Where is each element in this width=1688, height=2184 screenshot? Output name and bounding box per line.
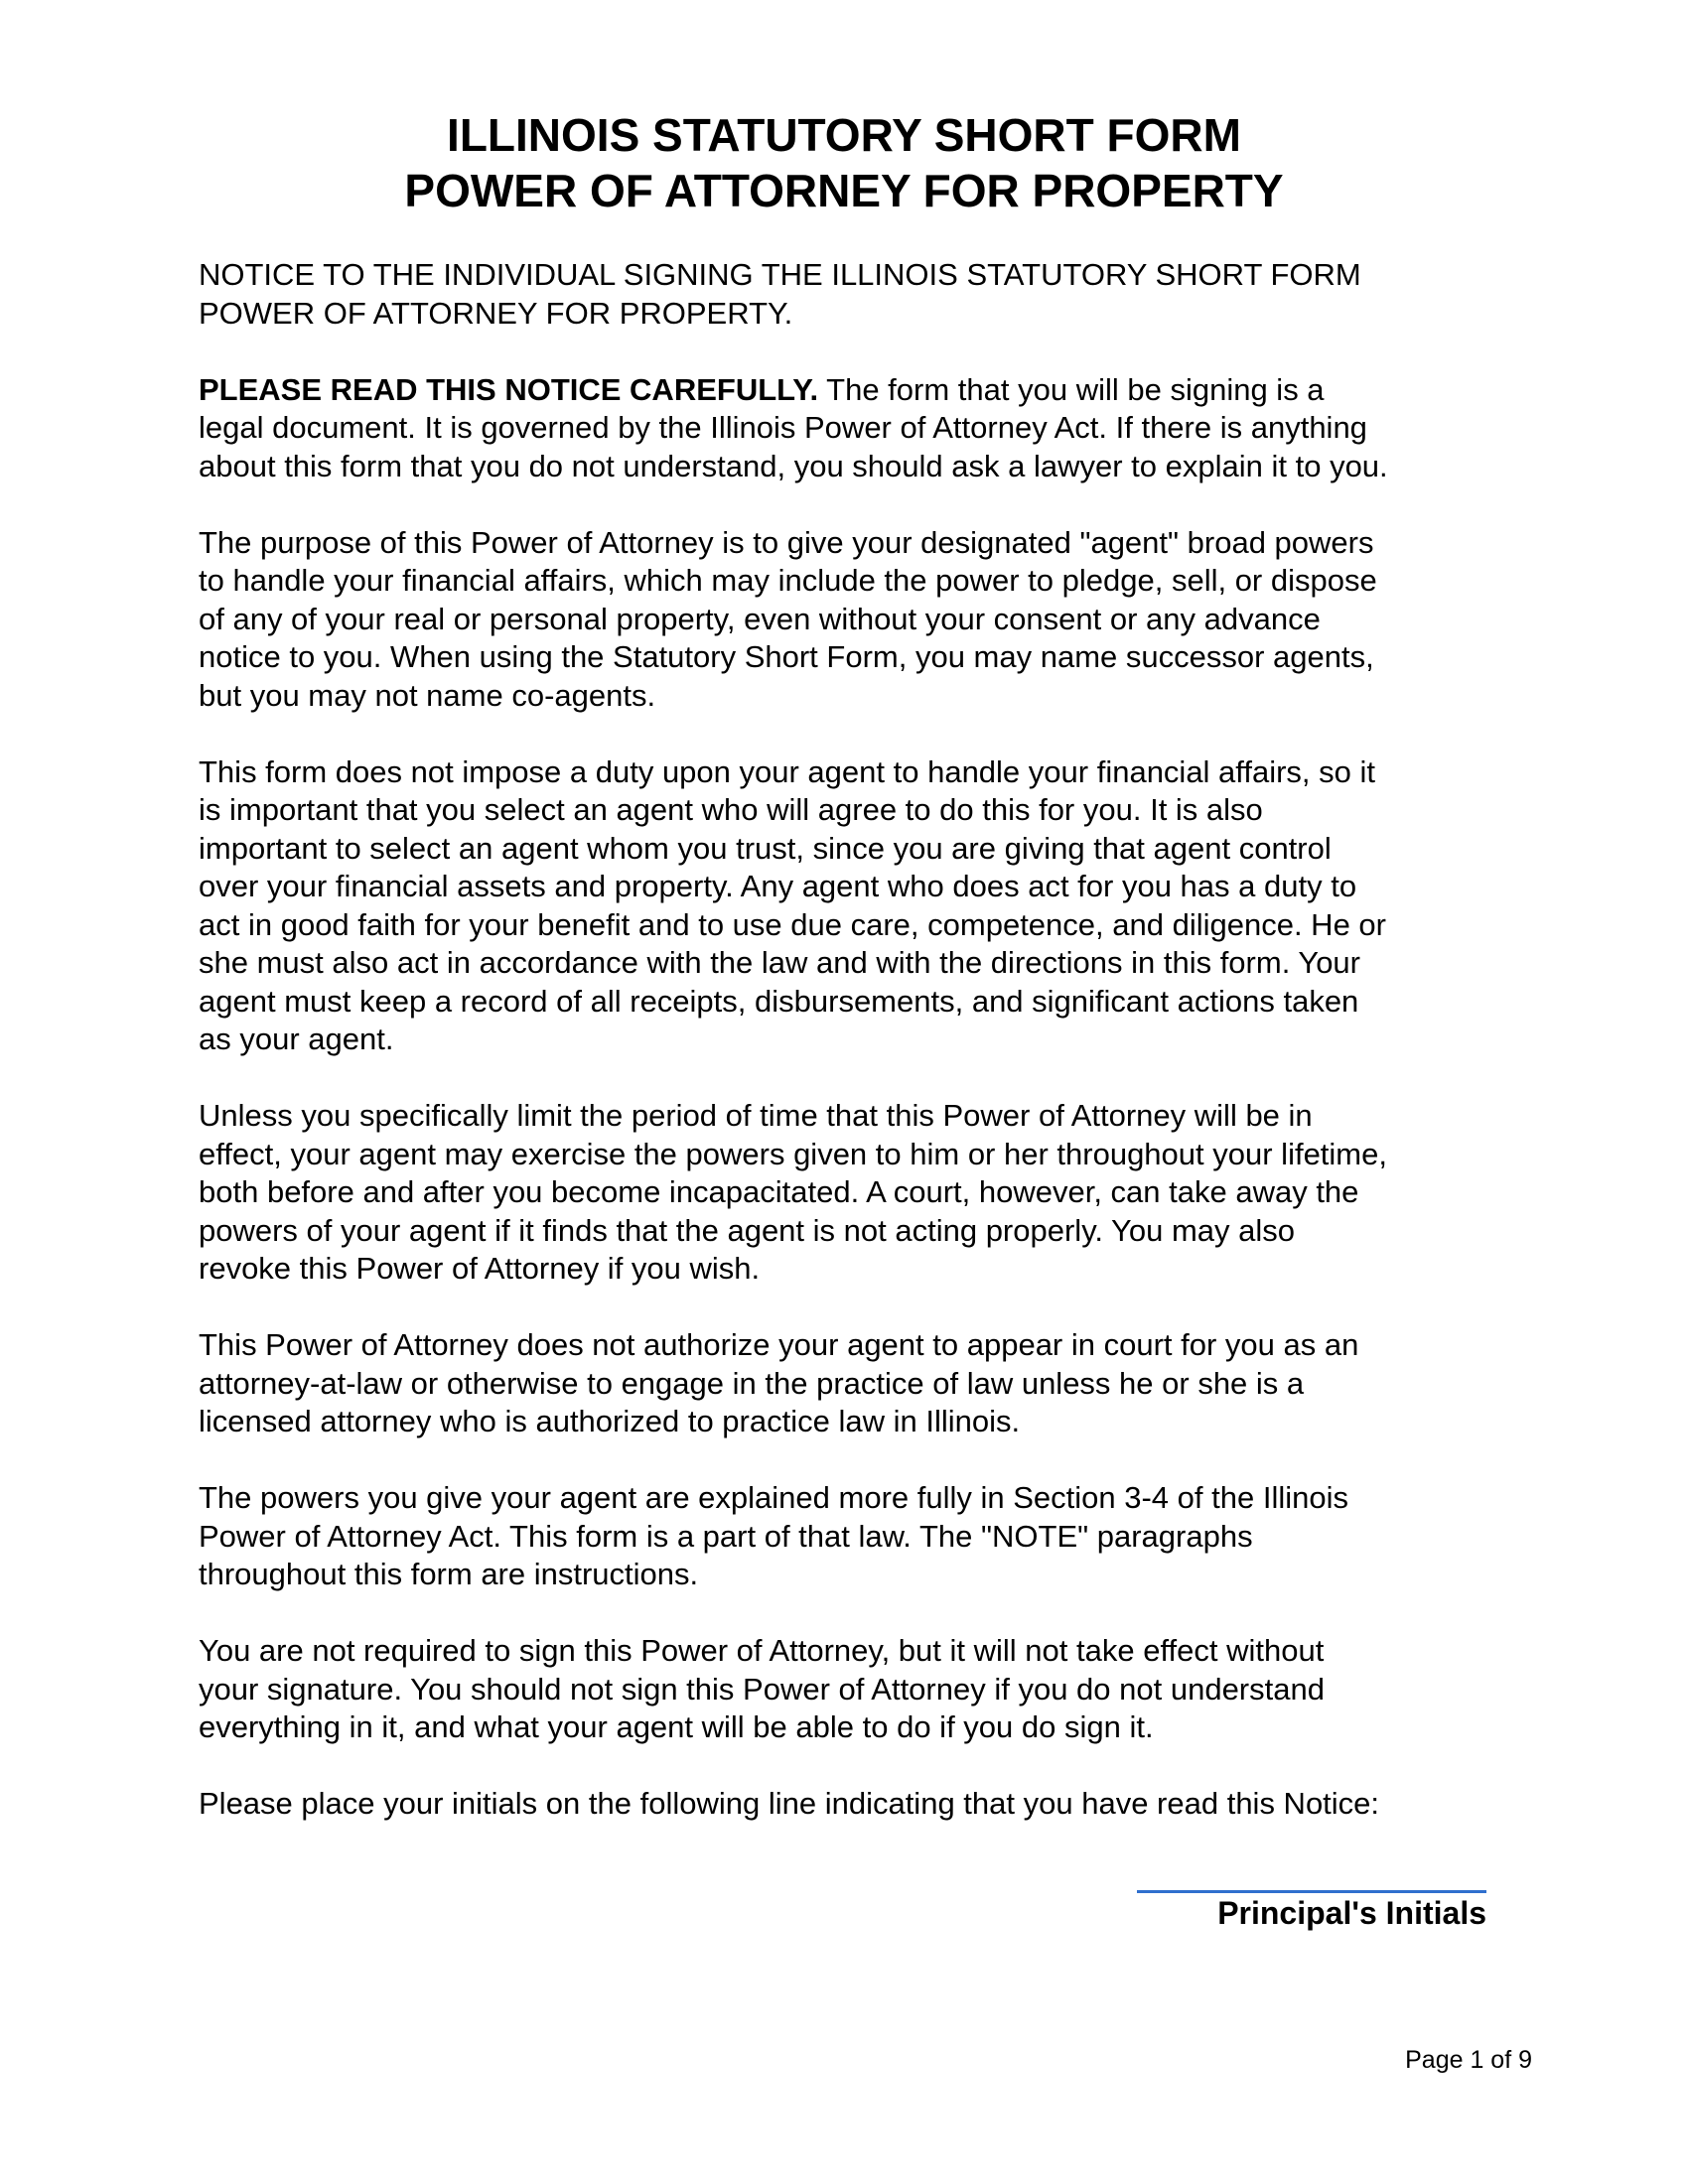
notice-body <box>199 256 1489 1861</box>
paragraph-line: agent must keep a record of all receipts, disbursements, and significant actions taken <box>199 983 1359 1019</box>
document-title <box>0 107 1688 218</box>
paragraph-line: she must also act in accordance with the law and with the directions in this form. Your <box>199 945 1360 980</box>
paragraph-line: your signature. You should not sign this Power of Attorney if you do not understand <box>199 1671 1325 1706</box>
signing-paragraph <box>199 1632 1489 1747</box>
paragraph-line: of any of your real or personal property, even without your consent or any advance <box>199 601 1321 636</box>
paragraph-line: Unless you specifically limit the period of time that this Power of Attorney will be in <box>199 1098 1313 1133</box>
paragraph-line: Power of Attorney Act. This form is a part of that law. The "NOTE" paragraphs <box>199 1518 1253 1554</box>
paragraph-line: effect, your agent may exercise the powers given to him or her throughout your lifetime, <box>199 1136 1387 1171</box>
page-number: Page 1 of 9 <box>1405 2046 1532 2074</box>
read-carefully-paragraph <box>199 371 1489 486</box>
title-line-2: POWER OF ATTORNEY FOR PROPERTY <box>404 165 1284 216</box>
paragraph-line: This Power of Attorney does not authorize your agent to appear in court for you as an <box>199 1327 1359 1362</box>
paragraph-line: as your agent. <box>199 1022 394 1056</box>
paragraph-line <box>199 371 1489 410</box>
paragraph-line: licensed attorney who is authorized to practice law in Illinois. <box>199 1404 1021 1438</box>
paragraph-line: over your financial assets and property. Any agent who does act for you has a duty to <box>199 869 1357 903</box>
powers-paragraph <box>199 1479 1489 1594</box>
paragraph-line: The purpose of this Power of Attorney is to give your designated "agent" broad powers <box>199 524 1374 560</box>
paragraph-line: both before and after you become incapacitated. A court, however, can take away the <box>199 1174 1359 1209</box>
initials-instruction <box>199 1785 1489 1824</box>
paragraph-line: The powers you give your agent are explained more fully in Section 3-4 of the Illinois <box>199 1480 1348 1515</box>
paragraph-line: throughout this form are instructions. <box>199 1557 699 1591</box>
paragraph-line: Please place your initials on the following line indicating that you have read this Notice: <box>199 1786 1380 1821</box>
paragraph-line: revoke this Power of Attorney if you wish. <box>199 1251 761 1286</box>
paragraph-line: important to select an agent whom you trust, since you are giving that agent control <box>199 830 1332 866</box>
notice-heading-line: NOTICE TO THE INDIVIDUAL SIGNING THE ILLINOIS STATUTORY SHORT FORM <box>199 257 1361 292</box>
agent-duty-paragraph <box>199 753 1489 1059</box>
paragraph-line: You are not required to sign this Power of Attorney, but it will not take effect without <box>199 1633 1325 1668</box>
paragraph-line: legal document. It is governed by the Illinois Power of Attorney Act. If there is anything <box>199 410 1367 445</box>
paragraph-line: is important that you select an agent who will agree to do this for you. It is also <box>199 792 1263 827</box>
paragraph-line: everything in it, and what your agent will be able to do if you do sign it. <box>199 1709 1154 1744</box>
title-line-1: ILLINOIS STATUTORY SHORT FORM <box>447 109 1241 161</box>
notice-heading <box>199 256 1489 333</box>
paragraph-line: about this form that you do not understand, you should ask a lawyer to explain it to you. <box>199 448 1388 483</box>
paragraph-line: act in good faith for your benefit and to use due care, competence, and diligence. He or <box>199 906 1386 942</box>
paragraph-line: to handle your financial affairs, which may include the power to pledge, sell, or dispose <box>199 563 1377 598</box>
paragraph-line: but you may not name co-agents. <box>199 677 656 713</box>
duration-paragraph <box>199 1097 1489 1289</box>
paragraph-line: notice to you. When using the Statutory Short Form, you may name successor agents, <box>199 639 1374 674</box>
paragraph-line: powers of your agent if it finds that the agent is not acting properly. You may also <box>199 1212 1296 1248</box>
court-paragraph <box>199 1326 1489 1441</box>
read-carefully-lead: PLEASE READ THIS NOTICE CAREFULLY. <box>199 371 819 407</box>
paragraph-line: This form does not impose a duty upon your agent to handle your financial affairs, so it <box>199 753 1375 789</box>
notice-heading-line: POWER OF ATTORNEY FOR PROPERTY. <box>199 295 793 331</box>
initials-label: Principal's Initials <box>1217 1895 1486 1931</box>
read-carefully-rest: The form that you will be signing is a <box>818 371 1325 407</box>
purpose-paragraph <box>199 524 1489 716</box>
paragraph-line: attorney-at-law or otherwise to engage in the practice of law unless he or she is a <box>199 1365 1305 1401</box>
